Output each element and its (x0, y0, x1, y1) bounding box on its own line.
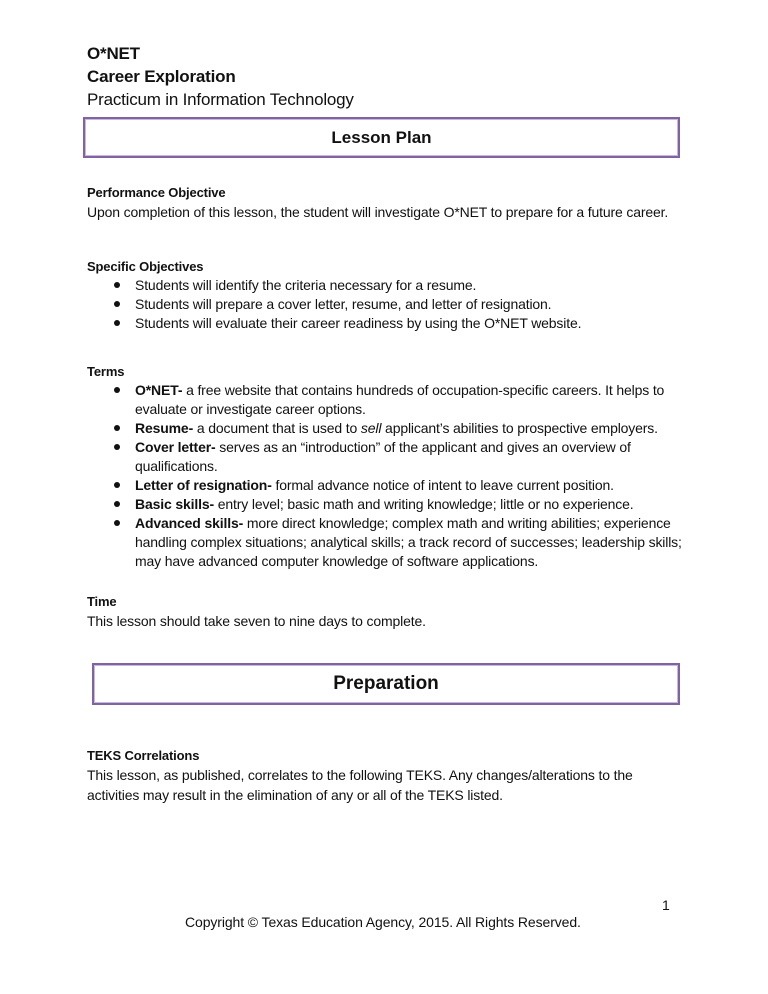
term-definition: a document that is used to (193, 420, 361, 436)
term-definition: a free website that contains hundreds of occupation-specific careers. It helps to evaluate or investigate career options. (135, 382, 665, 417)
course-name: Practicum in Information Technology (87, 90, 354, 109)
preparation-banner: Preparation (92, 663, 680, 705)
terms-section (87, 362, 687, 571)
performance-objective-heading: Performance Objective (87, 185, 226, 200)
bullet-icon (114, 501, 120, 507)
teks-correlations-section (87, 746, 687, 805)
list-item (87, 381, 687, 419)
term-label: O*NET- (135, 382, 183, 398)
term-definition: entry level; basic math and writing knowledge; little or no experience. (214, 496, 634, 512)
term-definition: more direct knowledge; complex math and writing abilities; experience handling complex situations; analytical skills; a track record of successes; leadership skills; may have advanced computer knowledge of software applications. (135, 515, 682, 569)
bullet-icon (114, 425, 120, 431)
time-text: This lesson should take seven to nine days to complete. (87, 613, 426, 629)
time-section (87, 592, 687, 631)
list-item (87, 495, 687, 514)
specific-objectives-list (87, 276, 687, 333)
objective-text: Students will evaluate their career readiness by using the O*NET website. (135, 315, 582, 331)
specific-objectives-section (87, 257, 687, 333)
document-title: O*NET (87, 44, 140, 63)
term-definition: serves as an “introduction” of the applicant and gives an overview of qualifications. (135, 439, 631, 474)
bullet-icon (114, 387, 120, 393)
time-heading: Time (87, 594, 117, 609)
teks-heading: TEKS Correlations (87, 748, 200, 763)
page-number: 1 (662, 897, 670, 913)
specific-objectives-heading: Specific Objectives (87, 259, 204, 274)
list-item (87, 419, 687, 438)
term-definition: formal advance notice of intent to leave current position. (271, 477, 614, 493)
list-item (87, 438, 687, 476)
document-subtitle: Career Exploration (87, 67, 236, 86)
list-item (87, 514, 687, 571)
footer-copyright: Copyright © Texas Education Agency, 2015. All Rights Reserved. (185, 914, 581, 930)
objective-text: Students will identify the criteria necessary for a resume. (135, 277, 477, 293)
list-item (87, 476, 687, 495)
bullet-icon (114, 444, 120, 450)
bullet-icon (114, 282, 120, 288)
teks-text: This lesson, as published, correlates to the following TEKS. Any changes/alterations to the activities may result in the elimination of any or all of the TEKS listed. (87, 767, 633, 803)
bullet-icon (114, 320, 120, 326)
performance-objective-text: Upon completion of this lesson, the student will investigate O*NET to prepare for a future career. (87, 204, 669, 220)
term-definition: applicant’s abilities to prospective employers. (381, 420, 658, 436)
list-item (87, 314, 687, 333)
term-definition-emphasis: sell (360, 420, 382, 436)
bullet-icon (114, 482, 120, 488)
bullet-icon (114, 520, 120, 526)
bullet-icon (114, 301, 120, 307)
list-item (87, 276, 687, 295)
term-label: Letter of resignation- (135, 477, 272, 493)
objective-text: Students will prepare a cover letter, resume, and letter of resignation. (135, 296, 552, 312)
terms-list (87, 381, 687, 571)
term-label: Basic skills- (135, 496, 214, 512)
terms-heading: Terms (87, 364, 125, 379)
performance-objective-section (87, 183, 687, 222)
list-item (87, 295, 687, 314)
term-label: Resume- (135, 420, 194, 436)
lesson-plan-banner: Lesson Plan (83, 117, 680, 158)
term-label: Cover letter- (135, 439, 216, 455)
term-label: Advanced skills- (135, 515, 244, 531)
